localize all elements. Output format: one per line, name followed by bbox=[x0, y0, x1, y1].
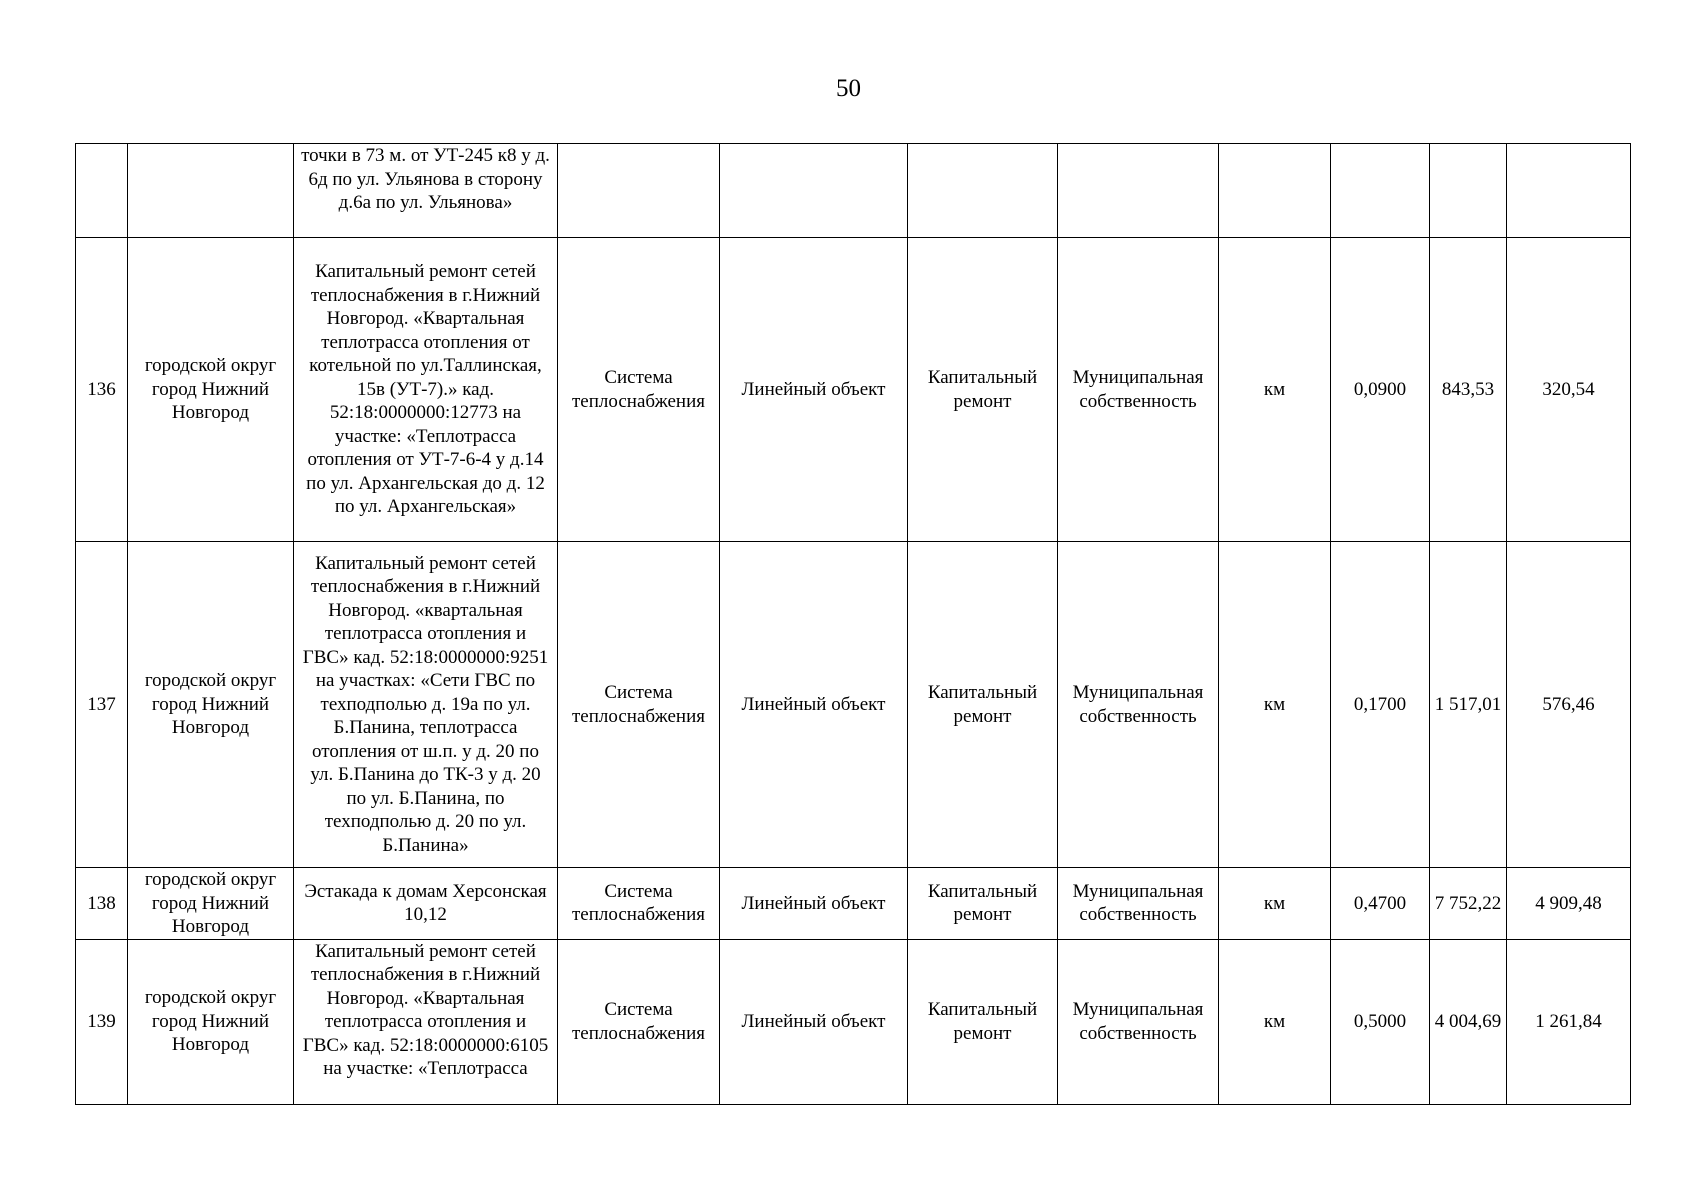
row-number-cell: 139 bbox=[76, 939, 128, 1104]
row-number-cell: 138 bbox=[76, 868, 128, 940]
work-type-cell: Капитальный ремонт bbox=[908, 868, 1058, 940]
table-row bbox=[76, 542, 1631, 868]
system-cell: Система теплоснабжения bbox=[558, 868, 720, 940]
work-type-cell: Капитальный ремонт bbox=[908, 939, 1058, 1104]
unit-cell bbox=[1219, 144, 1331, 238]
length-cell: 0,4700 bbox=[1331, 868, 1430, 940]
unit-cell: км bbox=[1219, 939, 1331, 1104]
ownership-cell: Муниципальная собственность bbox=[1058, 939, 1219, 1104]
object-type-cell: Линейный объект bbox=[720, 238, 908, 542]
work-type-cell bbox=[908, 144, 1058, 238]
object-type-cell: Линейный объект bbox=[720, 542, 908, 868]
municipality-cell: городской округ город Нижний Новгород bbox=[128, 238, 294, 542]
ownership-cell: Муниципальная собственность bbox=[1058, 868, 1219, 940]
description-cell: точки в 73 м. от УТ-245 к8 у д. 6д по ул. Ульянова в сторону д.6а по ул. Ульянова» bbox=[294, 144, 558, 238]
description-cell: Капитальный ремонт сетей теплоснабжения в г.Нижний Новгород. «Квартальная теплотрасса отопления и ГВС» кад. 52:18:0000000:6105 на участке: «Теплотрасса bbox=[294, 939, 558, 1104]
work-type-cell: Капитальный ремонт bbox=[908, 542, 1058, 868]
description-cell: Эстакада к домам Херсонская 10,12 bbox=[294, 868, 558, 940]
unit-cell: км bbox=[1219, 542, 1331, 868]
registry-table bbox=[75, 143, 1631, 1105]
table-row bbox=[76, 238, 1631, 542]
cost-cell: 4 909,48 bbox=[1507, 868, 1631, 940]
length-cell: 0,1700 bbox=[1331, 542, 1430, 868]
cost-cell: 576,46 bbox=[1507, 542, 1631, 868]
object-type-cell bbox=[720, 144, 908, 238]
unit-cell: км bbox=[1219, 238, 1331, 542]
cost-cell: 320,54 bbox=[1507, 238, 1631, 542]
municipality-cell bbox=[128, 144, 294, 238]
description-cell: Капитальный ремонт сетей теплоснабжения в г.Нижний Новгород. «Квартальная теплотрасса отопления от котельной по ул.Таллинская, 15в (УТ-7).» кад. 52:18:0000000:12773 на участке: «Теплотрасса отопления от УТ-7-6-4 у д.14 по ул. Архангельская до д. 12 по ул. Архангельская» bbox=[294, 238, 558, 542]
system-cell: Система теплоснабжения bbox=[558, 939, 720, 1104]
cost-cell: 4 004,69 bbox=[1430, 939, 1507, 1104]
row-number-cell bbox=[76, 144, 128, 238]
description-cell: Капитальный ремонт сетей теплоснабжения в г.Нижний Новгород. «квартальная теплотрасса отопления и ГВС» кад. 52:18:0000000:9251 на участках: «Сети ГВС по техподполью д. 19а по ул. Б.Панина, теплотрасса отопления от ш.п. у д. 20 по ул. Б.Панина до ТК-3 у д. 20 по ул. Б.Панина, по техподполью д. 20 по ул. Б.Панина» bbox=[294, 542, 558, 868]
object-type-cell: Линейный объект bbox=[720, 868, 908, 940]
row-number-cell: 137 bbox=[76, 542, 128, 868]
ownership-cell: Муниципальная собственность bbox=[1058, 542, 1219, 868]
table-row bbox=[76, 868, 1631, 940]
system-cell bbox=[558, 144, 720, 238]
length-cell bbox=[1331, 144, 1430, 238]
length-cell: 0,0900 bbox=[1331, 238, 1430, 542]
length-cell: 0,5000 bbox=[1331, 939, 1430, 1104]
cost-cell: 7 752,22 bbox=[1430, 868, 1507, 940]
system-cell: Система теплоснабжения bbox=[558, 238, 720, 542]
cost-cell: 1 261,84 bbox=[1507, 939, 1631, 1104]
cost-cell bbox=[1507, 144, 1631, 238]
work-type-cell: Капитальный ремонт bbox=[908, 238, 1058, 542]
cost-cell: 843,53 bbox=[1430, 238, 1507, 542]
cost-cell bbox=[1430, 144, 1507, 238]
ownership-cell: Муниципальная собственность bbox=[1058, 238, 1219, 542]
municipality-cell: городской округ город Нижний Новгород bbox=[128, 939, 294, 1104]
table-row bbox=[76, 939, 1631, 1104]
page-number: 50 bbox=[836, 75, 861, 102]
municipality-cell: городской округ город Нижний Новгород bbox=[128, 868, 294, 940]
unit-cell: км bbox=[1219, 868, 1331, 940]
municipality-cell: городской округ город Нижний Новгород bbox=[128, 542, 294, 868]
system-cell: Система теплоснабжения bbox=[558, 542, 720, 868]
cost-cell: 1 517,01 bbox=[1430, 542, 1507, 868]
object-type-cell: Линейный объект bbox=[720, 939, 908, 1104]
ownership-cell bbox=[1058, 144, 1219, 238]
row-number-cell: 136 bbox=[76, 238, 128, 542]
table-row bbox=[76, 144, 1631, 238]
